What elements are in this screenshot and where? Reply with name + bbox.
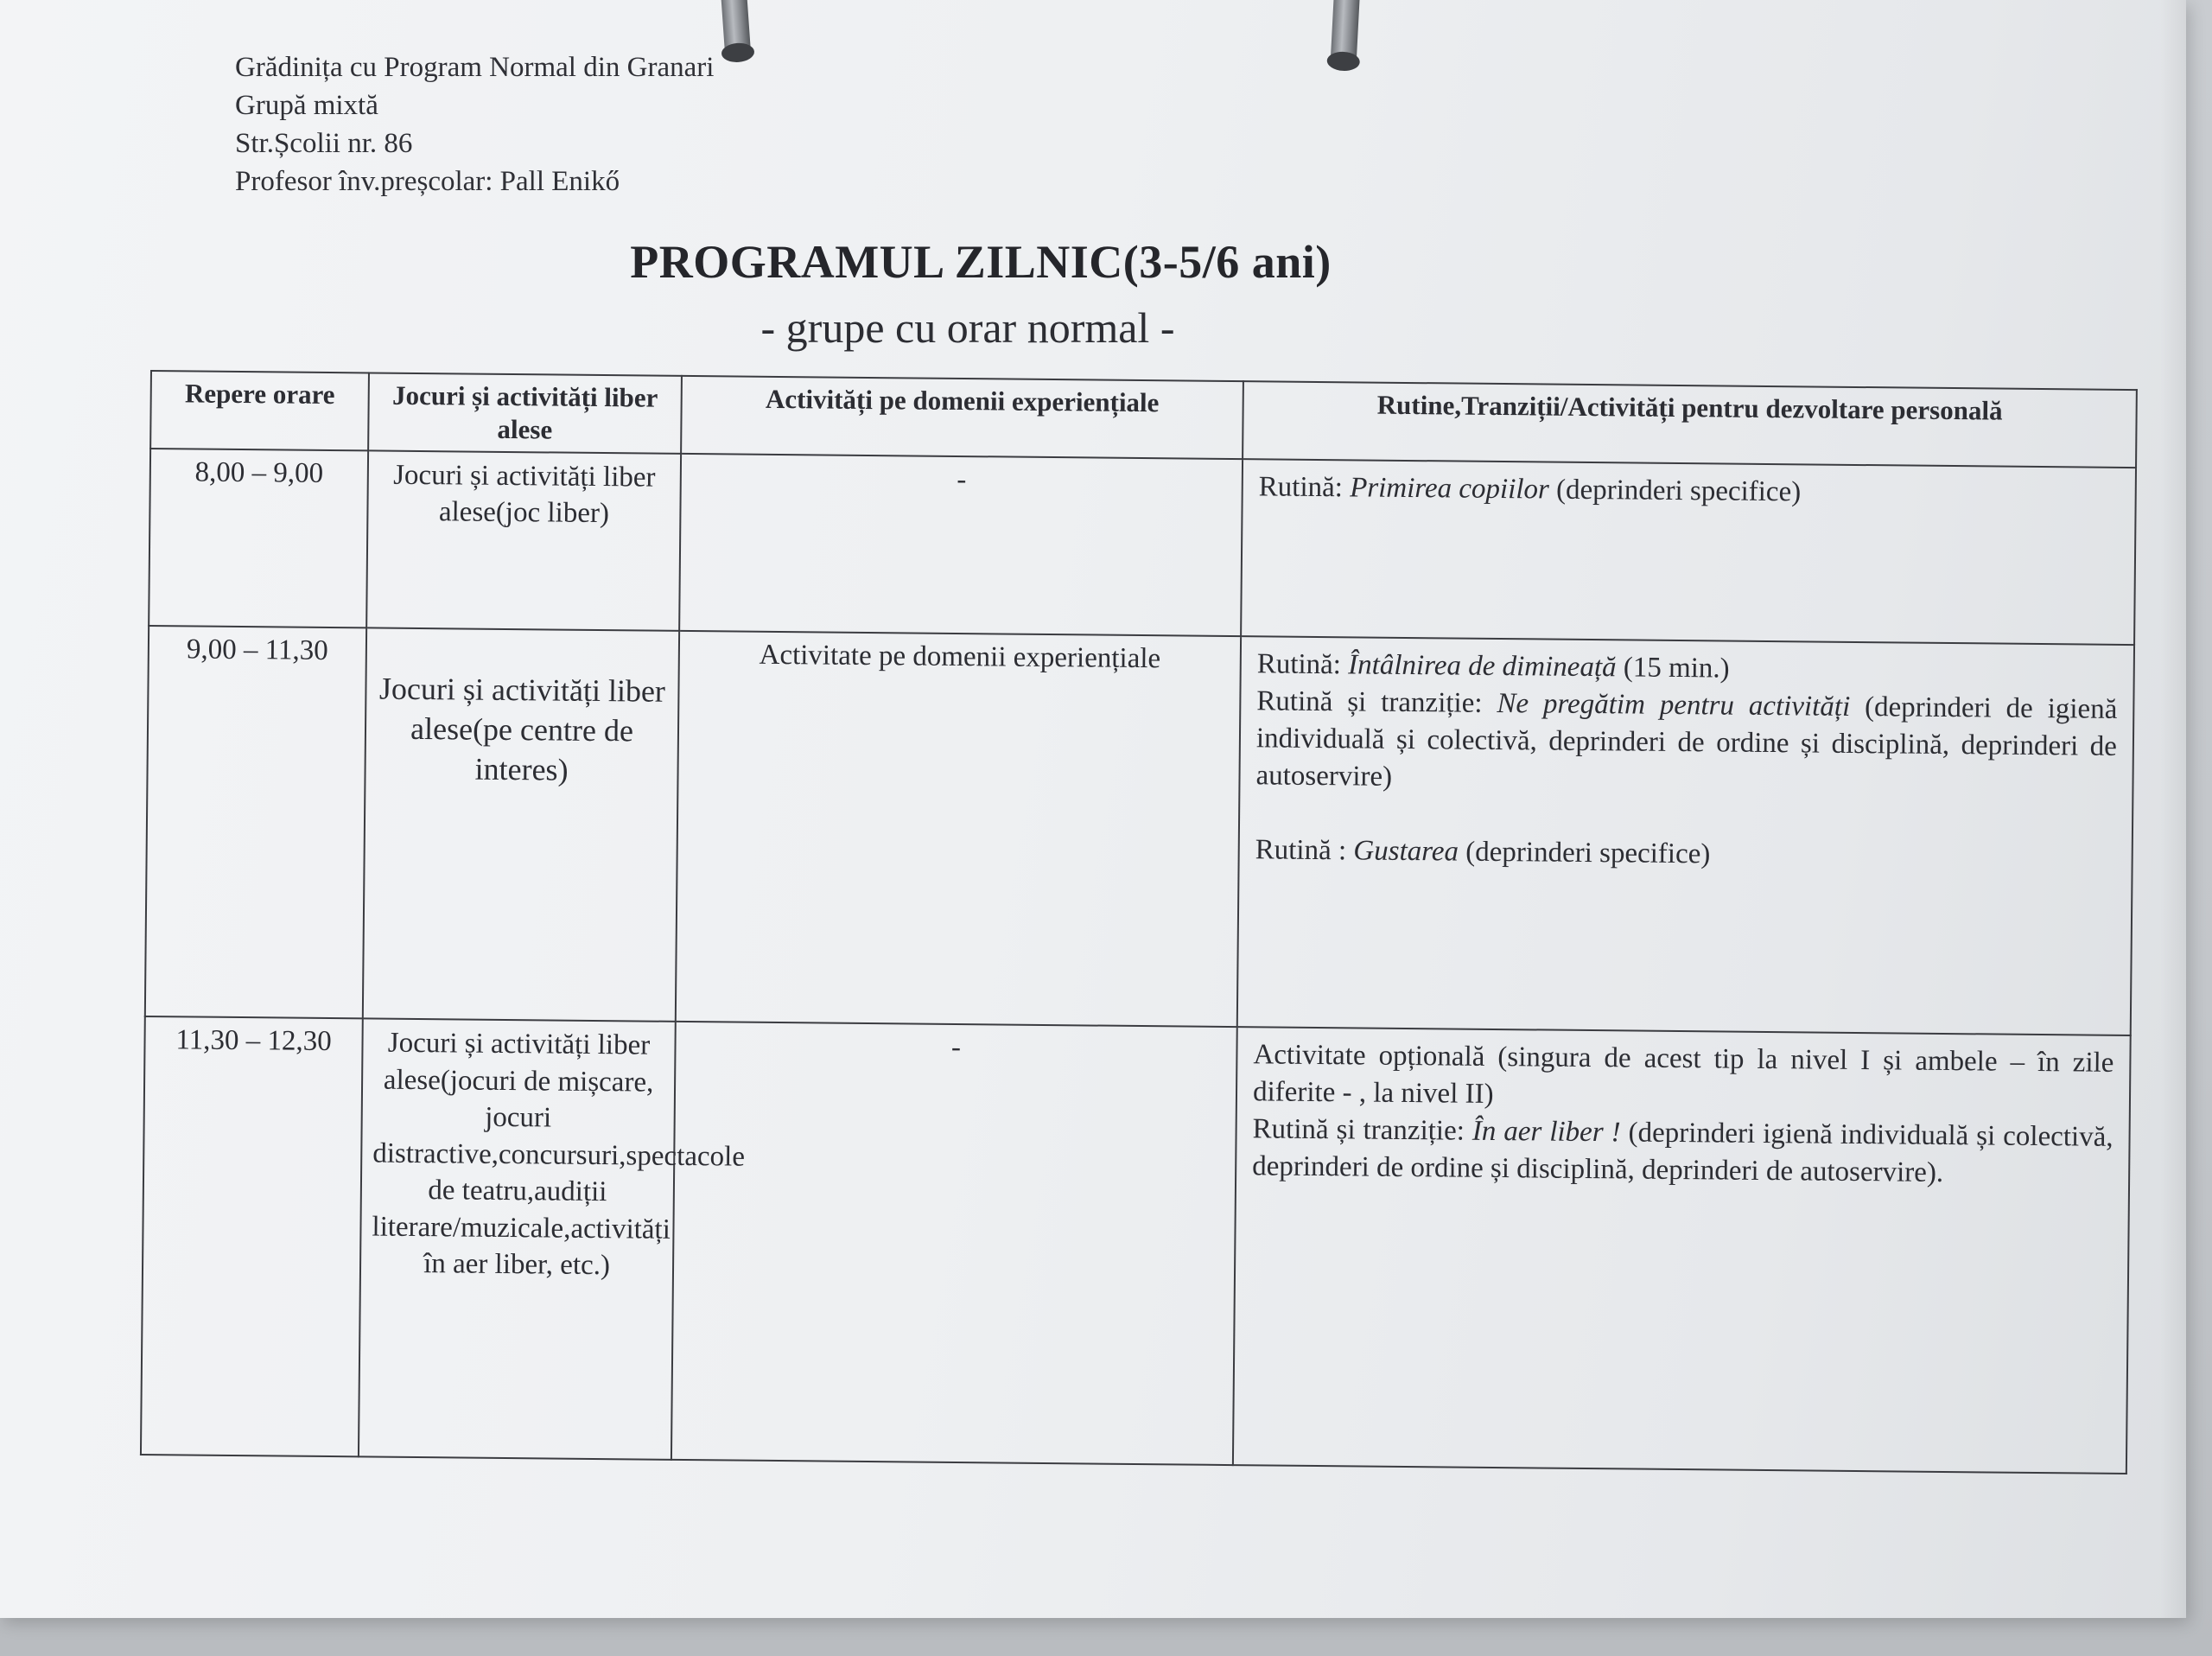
rutine-italic: Gustarea (1353, 835, 1459, 868)
rutine-prefix: Rutină : (1255, 834, 1354, 867)
jocuri-cell: Jocuri și activități liber alese(pe centre de interes) (363, 627, 679, 1021)
rutine-suffix: (deprinderi specifice) (1548, 474, 1802, 508)
schedule-table-wrapper (140, 370, 2138, 1464)
document-subtitle: - grupe cu orar normal - (760, 303, 1175, 352)
rutine-italic: Întâlnirea de dimineață (1348, 649, 1617, 684)
time-cell: 9,00 – 11,30 (145, 626, 366, 1018)
jocuri-cell: Jocuri și activități liber alese(jocuri de mișcare, jocuri distractive,concursuri,spectacole de teatru,audiții literare/muzicale,activități în aer liber, etc.) (359, 1018, 676, 1459)
rutine-suffix: (15 min.) (1616, 652, 1730, 685)
rutine-line (1252, 1111, 2113, 1194)
table-row (141, 1016, 2131, 1474)
rutine-suffix: (deprinderi de igienă individuală și colectivă, deprinderi de ordine și disciplină, deprinderi de autoservire) (1255, 691, 2118, 793)
time-cell: 8,00 – 9,00 (149, 449, 368, 627)
rutine-cell (1233, 1027, 2131, 1474)
rutine-prefix: Rutină și tranziție: (1256, 685, 1497, 719)
table-row (149, 449, 2136, 645)
rutine-italic: Ne pregătim pentru activități (1497, 687, 1851, 723)
binder-peg-left (720, 0, 752, 58)
time-cell: 11,30 – 12,30 (141, 1016, 363, 1456)
schedule-table (140, 370, 2138, 1474)
column-header-time: Repere orare (150, 371, 369, 450)
column-header-jocuri: Jocuri și activități liber alese (368, 373, 682, 453)
jocuri-cell: Jocuri și activități liber alese(joc liber) (366, 450, 681, 630)
rutine-italic: În aer liber ! (1471, 1115, 1621, 1149)
rutine-line: Activitate opțională (singura de acest tip la nivel I și ambele – în zile diferite - , la nivel II) (1252, 1039, 2114, 1110)
rutine-suffix: (deprinderi specifice) (1458, 836, 1711, 870)
rutine-prefix: Rutină: (1258, 471, 1351, 504)
rutine-line (1255, 683, 2117, 803)
rutine-prefix: Rutină: (1256, 648, 1349, 681)
rutine-cell (1241, 459, 2136, 645)
rutine-suffix: (deprinderi igienă individuală și colectivă, deprinderi de ordine și disciplină, deprinderi de autoservire). (1252, 1117, 2113, 1188)
institution-header (235, 48, 714, 201)
header-line-address: Str.Școlii nr. 86 (235, 128, 413, 159)
rutine-line (1259, 468, 2120, 514)
header-line-teacher: Profesor înv.preșcolar: Pall Enikő (235, 166, 620, 197)
header-line-school: Grădinița cu Program Normal din Granari (235, 52, 715, 83)
column-header-activitati: Activități pe domenii experiențiale (681, 376, 1243, 459)
rutine-prefix: Rutină și tranziție: (1252, 1113, 1473, 1147)
document-title: PROGRAMUL ZILNIC(3-5/6 ani) (630, 236, 1332, 288)
rutine-line (1255, 831, 2116, 877)
rutine-cell (1237, 636, 2134, 1035)
activitati-cell: - (679, 454, 1243, 636)
activitati-cell: Activitate pe domenii experiențiale (676, 631, 1241, 1027)
binder-peg-right (1331, 0, 1361, 67)
rutine-italic: Primirea copiilor (1350, 472, 1550, 506)
table-row (145, 626, 2134, 1035)
column-header-rutine: Rutine,Tranziții/Activități pentru dezvoltare personală (1243, 381, 2137, 468)
activitati-cell: - (671, 1022, 1237, 1465)
header-line-group: Grupă mixtă (235, 90, 378, 121)
